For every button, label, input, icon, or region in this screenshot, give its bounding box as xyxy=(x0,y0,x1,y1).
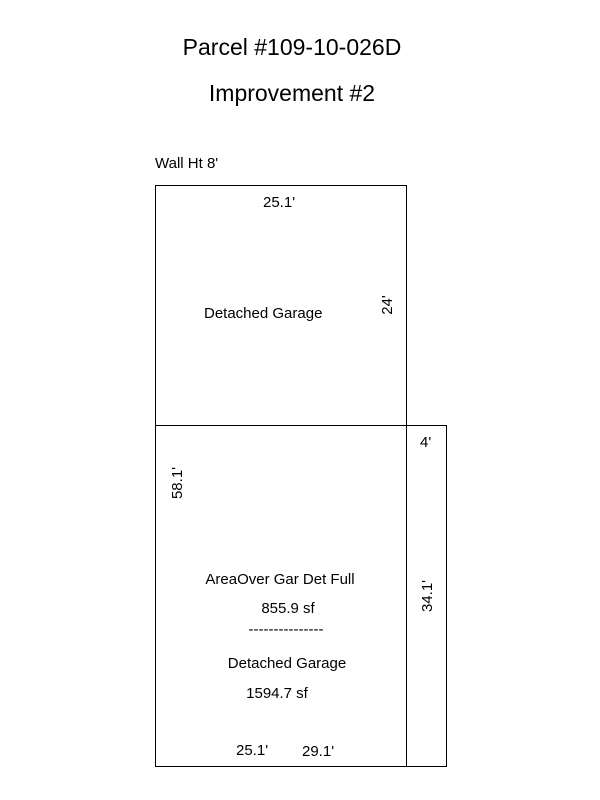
lower-side-dimension: 58.1' xyxy=(169,466,186,500)
parcel-title: Parcel #109-10-026D xyxy=(182,34,402,60)
bottom-dimension-right: 29.1' xyxy=(302,743,335,760)
upper-area-label: Detached Garage xyxy=(204,305,323,322)
upper-top-dimension: 25.1' xyxy=(263,194,296,211)
upper-side-dimension: 24' xyxy=(379,295,396,315)
area-over-label: AreaOver Gar Det Full xyxy=(205,571,355,588)
wall-height-label: Wall Ht 8' xyxy=(155,155,219,172)
lower-area-box xyxy=(155,425,407,767)
bottom-dimension-left: 25.1' xyxy=(236,742,269,759)
strip-side-dimension: 34.1' xyxy=(419,579,436,613)
garage-label: Detached Garage xyxy=(227,655,347,672)
garage-value: 1594.7 sf xyxy=(246,685,308,702)
strip-top-dimension: 4' xyxy=(420,434,432,451)
area-over-value: 855.9 sf xyxy=(261,600,315,617)
improvement-title: Improvement #2 xyxy=(208,80,376,106)
area-separator: --------------- xyxy=(248,621,324,638)
